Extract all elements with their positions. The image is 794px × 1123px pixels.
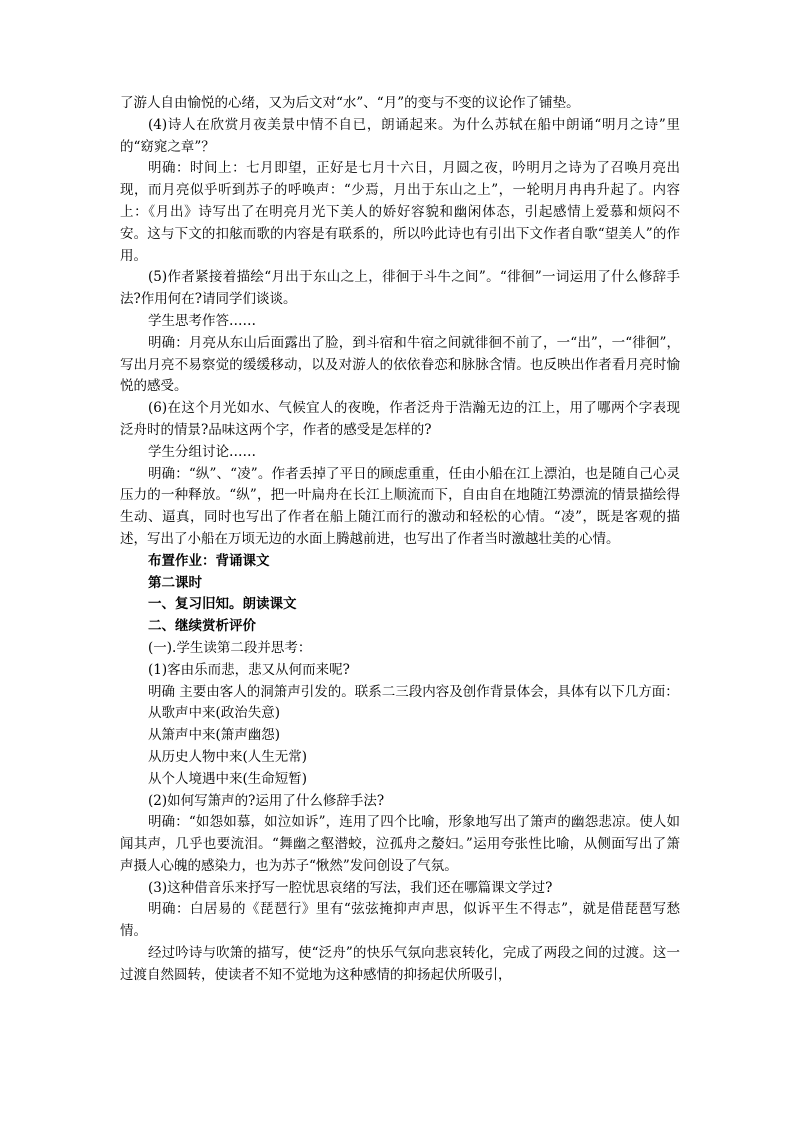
paragraph: 了游人自由愉悦的心绪，又为后文对“水”、“月”的变与不变的议论作了铺垫。 [120, 95, 580, 111]
paragraph: 明确：“如怨如慕，如泣如诉”，连用了四个比喻，形象地写出了箫声的幽怨悲凉。使人如闻其声，几乎也要流泪。“舞幽之壑潜蛟，泣孤舟之嫠妇。”运用夸张性比喻，从侧面写出了箫声摄人心魄的感染力，也为苏子“愀然”发问创设了气氛。 [120, 814, 680, 874]
paragraph: (2)如何写箫声的?运用了什么修辞手法? [148, 792, 385, 809]
paragraph: (1)客由乐而悲，悲又从何而来呢? [148, 661, 350, 678]
paragraph: 明确：月亮从东山后面露出了脸，到斗宿和牛宿之间就徘徊不前了，一“出”，一“徘徊”，写出月亮不易察觉的缓缓移动，以及对游人的依依眷恋和脉脉含情。也反映出作者看月亮时愉悦的感受。 [120, 334, 680, 395]
paragraph: 从历史人物中来(人生无常) [148, 748, 308, 765]
paragraph: 经过吟诗与吹箫的描写，使“泛舟”的快乐气氛向悲哀转化，完成了两段之间的过渡。这一过渡自然圆转，使读者不知不觉地为这种感情的抑扬起伏所吸引， [120, 945, 680, 983]
paragraph: (5)作者紧接着描绘“月出于东山之上，徘徊于斗牛之间”。“徘徊”一词运用了什么修辞手法?作用何在?请同学们谈谈。 [120, 269, 680, 308]
paragraph: 布置作业：背诵课文 [148, 552, 270, 569]
paragraph: 一、复习旧知。朗读课文 [148, 596, 297, 613]
paragraph: 学生分组讨论…… [148, 443, 256, 460]
paragraph: 从箫声中来(箫声幽怨) [148, 727, 281, 744]
paragraph: 明确：时间上：七月即望，正好是七月十六日，月圆之夜，吟明月之诗为了召唤月亮出现，而月亮似乎听到苏子的呼唤声：“少焉，月出于东山之上”，一轮明月冉冉升起了。内容上：《月出》诗写出了在明亮月光下美人的娇好容貌和幽闲体态，引起感情上爱慕和烦闷不安。这与下文的扣舷而歌的内容是有联系的，所以吟此诗也有引出下文作者自歌“望美人”的作用。 [120, 160, 680, 264]
paragraph: 第二课时 [148, 574, 202, 591]
paragraph: 从歌声中来(政治失意) [148, 705, 281, 722]
paragraph: (一).学生读第二段并思考： [148, 639, 312, 656]
paragraph: 明确 主要由客人的洞箫声引发的。联系二三段内容及创作背景体会，具体有以下几方面： [148, 683, 679, 700]
document-page [120, 93, 680, 987]
paragraph: 从个人境遇中来(生命短暂) [148, 770, 308, 787]
paragraph: (3)这种借音乐来抒写一腔忧思哀绪的写法，我们还在哪篇课文学过? [148, 879, 553, 896]
paragraph: (6)在这个月光如水、气候宜人的夜晚，作者泛舟于浩瀚无边的江上，用了哪两个字表现泛舟时的情景?品味这两个字，作者的感受是怎样的? [120, 400, 680, 438]
paragraph: 二、继续赏析评价 [148, 618, 256, 635]
paragraph: (4)诗人在欣赏月夜美景中情不自已，朗诵起来。为什么苏轼在船中朗诵“明月之诗”里的“窈窕之章”？ [120, 116, 680, 155]
paragraph: 明确：白居易的《琵琶行》里有“弦弦掩抑声声思，似诉平生不得志”，就是借琵琶写愁情。 [120, 901, 680, 940]
paragraph: 明确：“纵”、“凌”。作者丢掉了平日的顾虑重重，任由小船在江上漂泊，也是随自己心灵压力的一种释放。“纵”，把一叶扁舟在长江上顺流而下，自由自在地随江势漂流的情景描绘得生动、逼真，同时也写出了作者在船上随江而行的激动和轻松的心情。“凌”，既是客观的描述，写出了小船在万顷无边的水面上腾越前进，也写出了作者当时激越壮美的心情。 [120, 465, 680, 547]
paragraph: 学生思考作答…… [148, 312, 256, 329]
